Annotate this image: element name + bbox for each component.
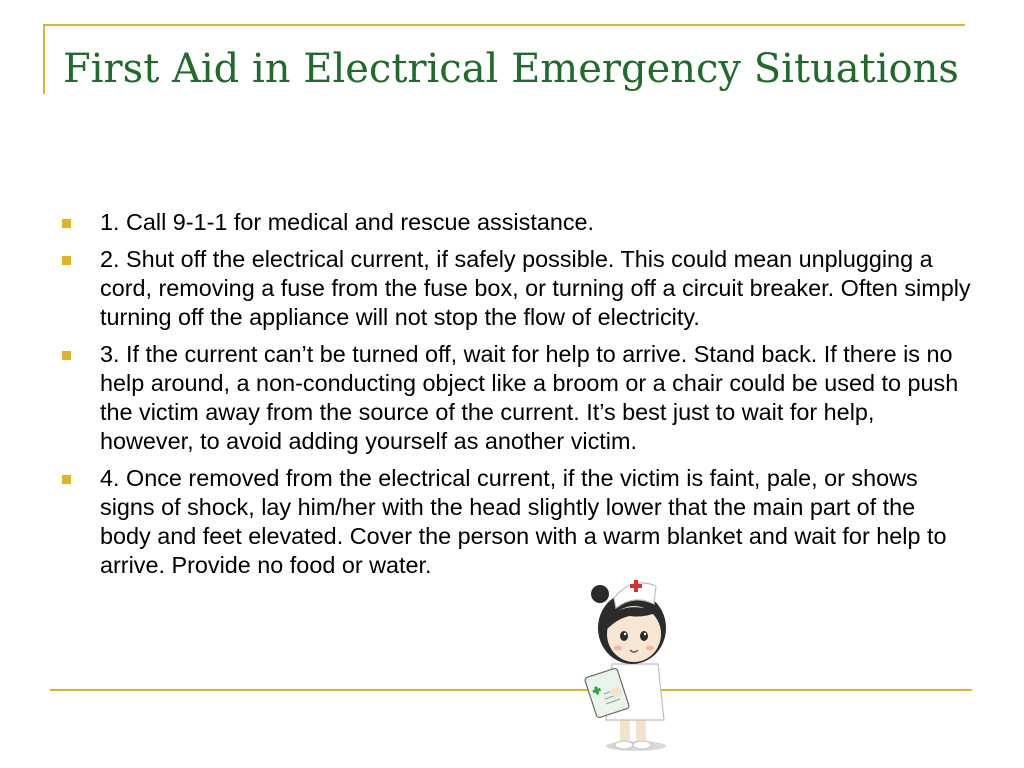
square-bullet-icon (62, 256, 71, 265)
square-bullet-icon (62, 475, 71, 484)
square-bullet-icon (62, 351, 71, 360)
top-frame-line (43, 24, 965, 26)
footer-line (50, 689, 972, 691)
bullet-text: 4. Once removed from the electrical current, if the victim is faint, pale, or shows signs of shock, lay him/her with the head slightly lower that the main part of the body and feet elevated. Cover the person with a warm blanket and wait for help to arrive. Provide no food or water. (100, 465, 953, 578)
square-bullet-icon (62, 219, 71, 228)
slide-title: First Aid in Electrical Emergency Situations (63, 46, 959, 92)
list-item (62, 245, 978, 332)
list-item (62, 208, 972, 237)
left-frame-line (43, 24, 45, 94)
list-item (62, 464, 972, 580)
bullet-text: 1. Call 9-1-1 for medical and rescue assistance. (100, 209, 595, 235)
bullet-text: 2. Shut off the electrical current, if safely possible. This could mean unplugging a cord, removing a fuse from the fuse box, or turning off a circuit breaker. Often simply turning off the appliance will not stop the flow of electricity. (100, 246, 978, 330)
list-item (62, 340, 972, 456)
nurse-illustration-icon (570, 568, 680, 758)
bullet-list (62, 208, 978, 588)
bullet-text: 3. If the current can’t be turned off, wait for help to arrive. Stand back. If there is no help around, a non-conducting object like a broom or a chair could be used to push the victim away from the source of the current. It’s best just to wait for help, however, to avoid adding yourself as another victim. (100, 341, 965, 454)
